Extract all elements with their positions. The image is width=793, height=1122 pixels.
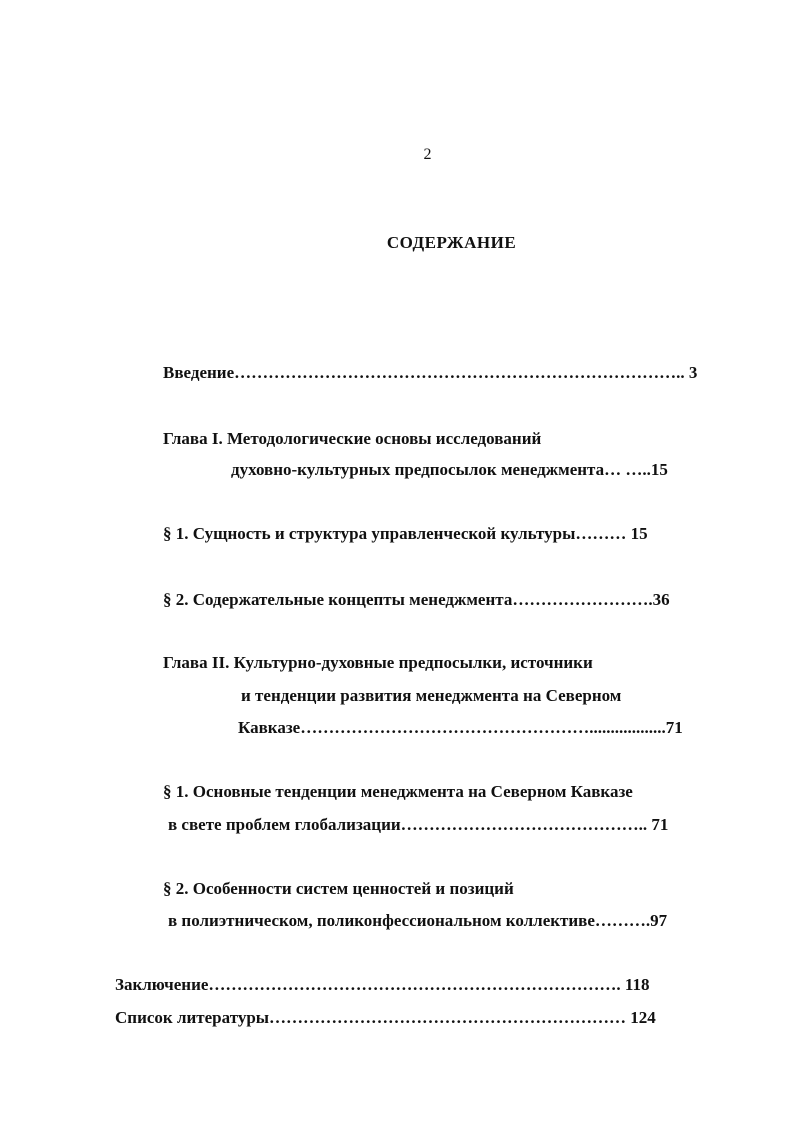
toc-entry-chapter-1-title-cont: духовно-культурных предпосылок менеджмента… …..15 [231,460,668,479]
toc-entry-chapter-1-section-2: § 2. Содержательные концепты менеджмента…………………….36 [163,590,670,609]
toc-entry-references: Список литературы……………………………………………………… 124 [115,1008,656,1027]
page-number: 2 [423,146,432,163]
toc-entry-chapter-2-section-1: § 1. Основные тенденции менеджмента на Северном Кавказе [163,782,633,801]
toc-entry-chapter-2-section-1-cont: в свете проблем глобализации…………………………………….. 71 [168,815,669,834]
toc-entry-chapter-1-section-1: § 1. Сущность и структура управленческой культуры……… 15 [163,524,648,543]
toc-entry-chapter-2-section-2-cont: в полиэтническом, поликонфессиональном коллективе……….97 [168,911,668,930]
toc-entry-chapter-1-title: Глава I. Методологические основы исследований [163,429,542,448]
toc-entry-chapter-2-title-cont: и тенденции развития менеджмента на Северном [241,686,622,705]
toc-entry-chapter-2-section-2: § 2. Особенности систем ценностей и позиций [163,879,514,898]
toc-entry-introduction: Введение…………………………………………………………………….. 3 [163,363,698,382]
page-title: СОДЕРЖАНИЕ [386,233,517,252]
toc-entry-chapter-2-title-end: Кавказе……………………………………………..................71 [238,718,683,737]
toc-entry-conclusion: Заключение………………………………………………………………. 118 [115,975,650,994]
toc-entry-chapter-2-title: Глава II. Культурно-духовные предпосылки, источники [163,653,593,672]
